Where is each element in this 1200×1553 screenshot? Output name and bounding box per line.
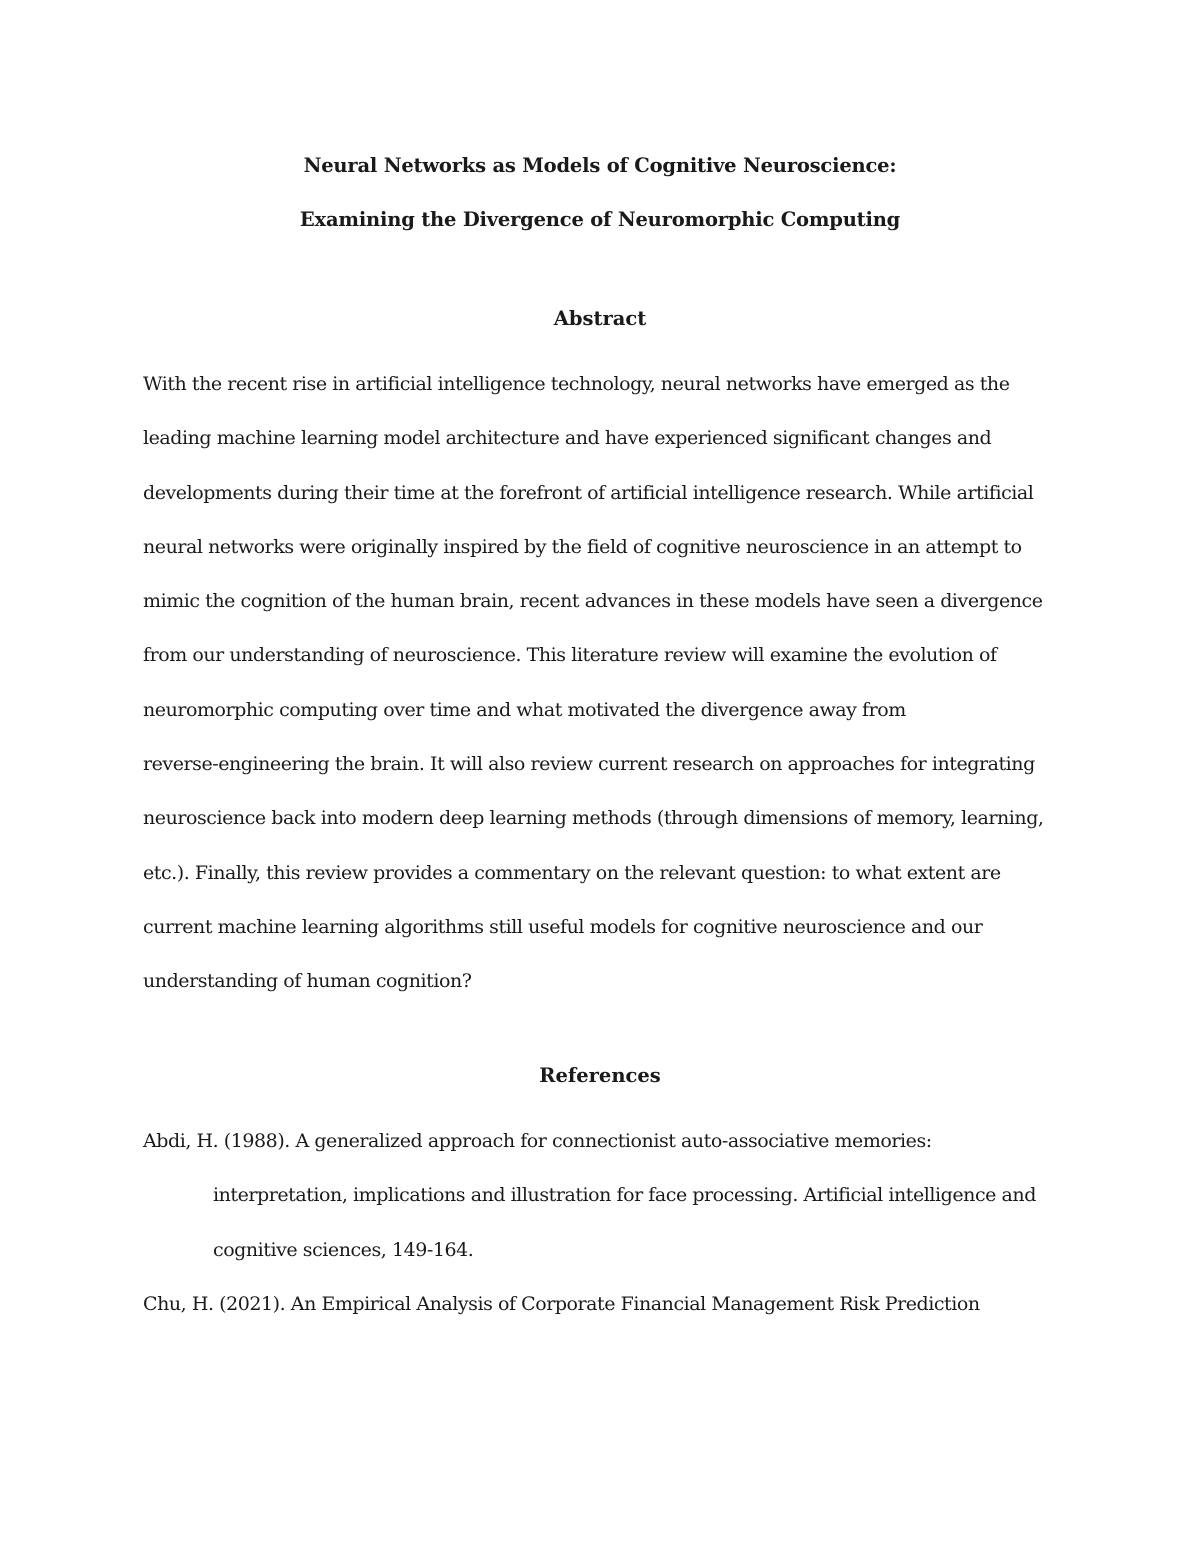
- reference-line: Abdi, H. (1988). A generalized approach for connectionist auto-associative memories:: [143, 1130, 932, 1152]
- references-heading: References: [539, 1064, 661, 1087]
- reference-line: Chu, H. (2021). An Empirical Analysis of Corporate Financial Management Risk Prediction: [143, 1292, 980, 1315]
- abstract-line: current machine learning algorithms still useful models for cognitive neuroscience and our: [143, 915, 983, 938]
- reference-entry: [143, 1277, 1063, 1331]
- abstract-line: etc.). Finally, this review provides a commentary on the relevant question: to what extent are: [143, 861, 1001, 884]
- reference-list: [143, 1114, 1063, 1331]
- abstract-line: neuromorphic computing over time and what motivated the divergence away from: [143, 698, 906, 721]
- abstract-line: reverse-engineering the brain. It will also review current research on approaches for integrating: [143, 753, 1035, 776]
- abstract-heading: Abstract: [553, 307, 647, 330]
- title-line-1: Neural Networks as Models of Cognitive Neuroscience:: [303, 154, 897, 177]
- abstract-line: developments during their time at the forefront of artificial intelligence research. While artificial: [143, 481, 1034, 504]
- abstract-line: neural networks were originally inspired by the field of cognitive neuroscience in an attempt to: [143, 535, 1022, 558]
- abstract-line: neuroscience back into modern deep learning methods (through dimensions of memory, learning,: [143, 807, 1044, 830]
- abstract-line: from our understanding of neuroscience. This literature review will examine the evolution of: [143, 644, 997, 667]
- reference-entry: [143, 1114, 1063, 1277]
- abstract-line: With the recent rise in artificial intelligence technology, neural networks have emerged as the: [143, 373, 1010, 395]
- reference-line: cognitive sciences, 149-164.: [213, 1238, 474, 1261]
- abstract-line: leading machine learning model architecture and have experienced significant changes and: [143, 427, 992, 450]
- abstract-line: understanding of human cognition?: [143, 970, 472, 993]
- abstract-body: [143, 357, 1063, 1009]
- reference-line: interpretation, implications and illustration for face processing. Artificial intelligence and: [213, 1184, 1036, 1207]
- paper-title: [0, 139, 1200, 247]
- abstract-line: mimic the cognition of the human brain, recent advances in these models have seen a divergence: [143, 590, 1043, 613]
- title-line-2: Examining the Divergence of Neuromorphic Computing: [299, 208, 901, 231]
